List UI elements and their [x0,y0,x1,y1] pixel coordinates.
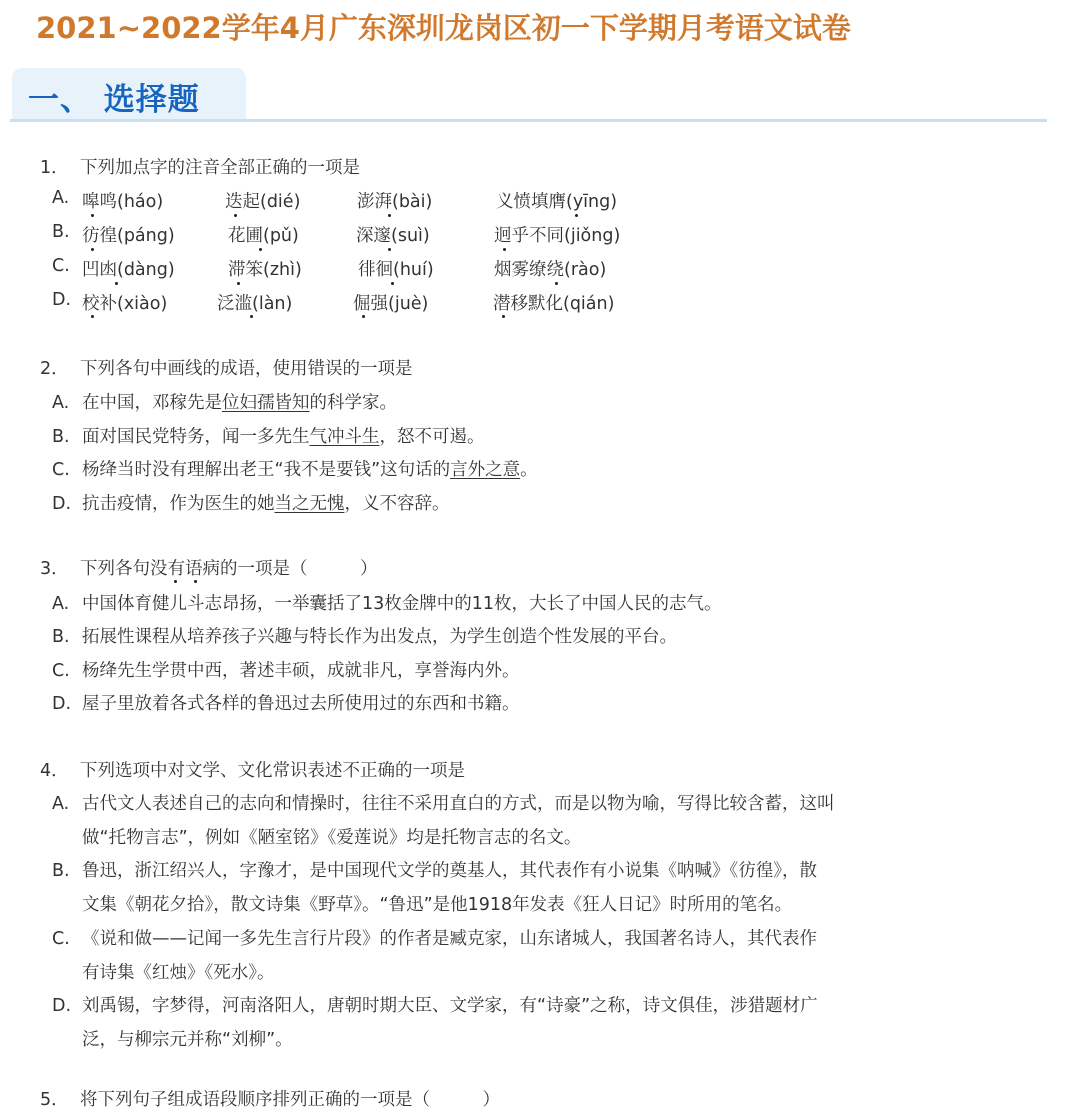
option-letter: B. [52,427,70,447]
emphasis-dot [388,214,391,217]
option-text-post: ，义不容辞。 [344,494,450,514]
emphasis-dot [234,214,237,217]
question-4-stem [40,757,465,782]
question-number: 3． [40,559,69,579]
emphasis-dot [362,315,365,318]
q2-option-b[interactable] [52,423,485,448]
q2-option-c[interactable] [52,456,538,481]
emphasis-dot [555,282,558,285]
option-letter: B. [52,627,70,647]
option-text-post: ，怒不可遏。 [379,427,485,447]
q1-option-d-item-3: 倔强(juè) [353,294,429,314]
q1-option-c-item-3: 徘徊(huí) [358,260,434,280]
section-label: 一、 选择题 [28,82,200,118]
q3-option-b[interactable] [52,623,677,648]
q1-option-letter-c[interactable]: C. [52,256,70,276]
question-5-stem [40,1086,500,1111]
option-text-pre: 在中国，邓稼先是 [82,393,222,413]
option-text: 拓展性课程从培养孩子兴趣与特长作为出发点，为学生创造个性发展的平台。 [82,627,677,647]
q1-option-c-item-1: 凹凼(dàng) [82,260,175,280]
q1-option-letter-a[interactable]: A. [52,188,70,208]
option-letter: B. [52,861,70,881]
dotted-emphasis-text: 没有 [150,559,185,579]
option-letter: C. [52,661,70,681]
emphasis-dot [91,248,94,251]
q1-option-letter-b[interactable]: B. [52,222,70,242]
option-letter: C. [52,460,70,480]
emphasis-dot [575,214,578,217]
q1-option-letter-d[interactable]: D. [52,290,72,310]
option-letter: D. [52,694,72,714]
option-text-pre: 抗击疫情，作为医生的她 [82,494,275,514]
question-2-stem [40,355,413,380]
option-letter: D. [52,494,72,514]
q1-option-c-item-2: 滞笨(zhì) [228,260,302,280]
question-number: 1． [40,158,69,178]
section-divider [10,119,1047,122]
q2-option-d[interactable] [52,490,450,515]
option-text-pre: 杨绛当时没有理解出老王“我不是要钱”这句话的 [82,460,451,480]
q1-option-d-item-2: 泛滥(làn) [217,294,293,314]
emphasis-dot [174,580,177,583]
underlined-idiom: 气冲斗生 [309,427,380,447]
question-number: 5． [40,1090,69,1110]
emphasis-dot [237,282,240,285]
option-text-line1: 刘禹锡，字梦得，河南洛阳人，唐朝时期大臣、文学家，有“诗豪”之称，诗文俱佳，涉猎题材广 [82,996,818,1016]
q4-option-c[interactable] [52,925,817,950]
question-text: 下列加点字的注音全部正确的一项是 [80,158,360,178]
emphasis-dot [503,248,506,251]
option-letter: D. [52,996,72,1016]
page-title: 2021~2022学年4月广东深圳龙岗区初一下学期月考语文试卷 [36,11,851,45]
q3-option-d[interactable] [52,690,520,715]
option-letter: A. [52,794,70,814]
question-number: 2． [40,359,69,379]
option-text: 杨绛先生学贯中西，著述丰硕，成就非凡，享誉海内外。 [82,661,520,681]
question-text-post: 语病的一项是（ ） [185,559,378,579]
option-text-post: 的科学家。 [309,393,397,413]
q1-option-b-item-1: 彷徨(páng) [82,226,175,246]
q3-option-a[interactable] [52,590,722,615]
q1-option-a-item-1: 嗥鸣(háo) [82,192,164,212]
question-3-stem [40,555,378,580]
q1-option-b-item-4: 迥乎不同(jiǒng) [494,226,621,246]
underlined-idiom: 当之无愧 [274,494,345,514]
underlined-idiom: 言外之意 [450,460,521,480]
emphasis-dot [91,214,94,217]
q4-option-a-line2: 做“托物言志”，例如《陋室铭》《爱莲说》均是托物言志的名文。 [82,828,582,848]
q1-option-b-item-3: 深邃(suì) [356,226,430,246]
q4-option-b-line2: 文集《朝花夕拾》，散文诗集《野草》。“鲁迅”是他1918年发表《狂人日记》时所用的笔名。 [82,895,793,915]
option-text: 屋子里放着各式各样的鲁迅过去所使用过的东西和书籍。 [82,694,520,714]
option-text-pre: 面对国民党特务，闻一多先生 [82,427,310,447]
question-1-stem [40,154,360,179]
q1-option-a-item-3: 澎湃(bài) [357,192,433,212]
option-text-post: 。 [520,460,538,480]
option-letter: A. [52,594,70,614]
emphasis-dot [388,248,391,251]
q2-option-a[interactable] [52,389,397,414]
q1-option-b-item-2: 花圃(pǔ) [228,226,299,246]
emphasis-dot [115,282,118,285]
q4-option-b[interactable] [52,857,817,882]
emphasis-dot [91,315,94,318]
question-number: 4． [40,761,69,781]
emphasis-dot [194,580,197,583]
underlined-idiom: 位妇孺皆知 [222,393,310,413]
option-letter: A. [52,393,70,413]
q1-option-a-item-2: 迭起(dié) [225,192,301,212]
question-text: 下列选项中对文学、文化常识表述不正确的一项是 [80,761,465,781]
emphasis-dot [250,315,253,318]
emphasis-dot [391,282,394,285]
option-text: 中国体育健儿斗志昂扬，一举囊括了13枚金牌中的11枚，大长了中国人民的志气。 [82,594,722,614]
q1-option-c-item-4: 烟雾缭绕(rào) [494,260,607,280]
q3-option-c[interactable] [52,657,520,682]
option-letter: C. [52,929,70,949]
question-text: 将下列句子组成语段顺序排列正确的一项是（ ） [80,1090,500,1110]
option-text-line1: 古代文人表述自己的志向和情操时，往往不采用直白的方式，而是以物为喻，写得比较含蓄，这叫 [82,794,835,814]
q1-option-a-item-4: 义愤填膺(yīng) [496,192,618,212]
emphasis-dot [259,248,262,251]
emphasis-dot [502,315,505,318]
q4-option-d-line2: 泛，与柳宗元并称“刘柳”。 [82,1030,293,1050]
q1-option-d-item-1: 校补(xiào) [82,294,168,314]
option-text-line1: 鲁迅，浙江绍兴人，字豫才，是中国现代文学的奠基人，其代表作有小说集《呐喊》《彷徨》，散 [82,861,817,881]
option-text-line1: 《说和做——记闻一多先生言行片段》的作者是臧克家，山东诸城人，我国著名诗人，其代表作 [82,929,817,949]
q1-option-d-item-4: 潜移默化(qián) [493,294,615,314]
question-text: 下列各句中画线的成语，使用错误的一项是 [80,359,413,379]
q4-option-d[interactable] [52,992,818,1017]
q4-option-c-line2: 有诗集《红烛》《死水》。 [82,963,275,983]
q4-option-a[interactable] [52,790,835,815]
question-text-pre: 下列各句 [80,559,150,579]
